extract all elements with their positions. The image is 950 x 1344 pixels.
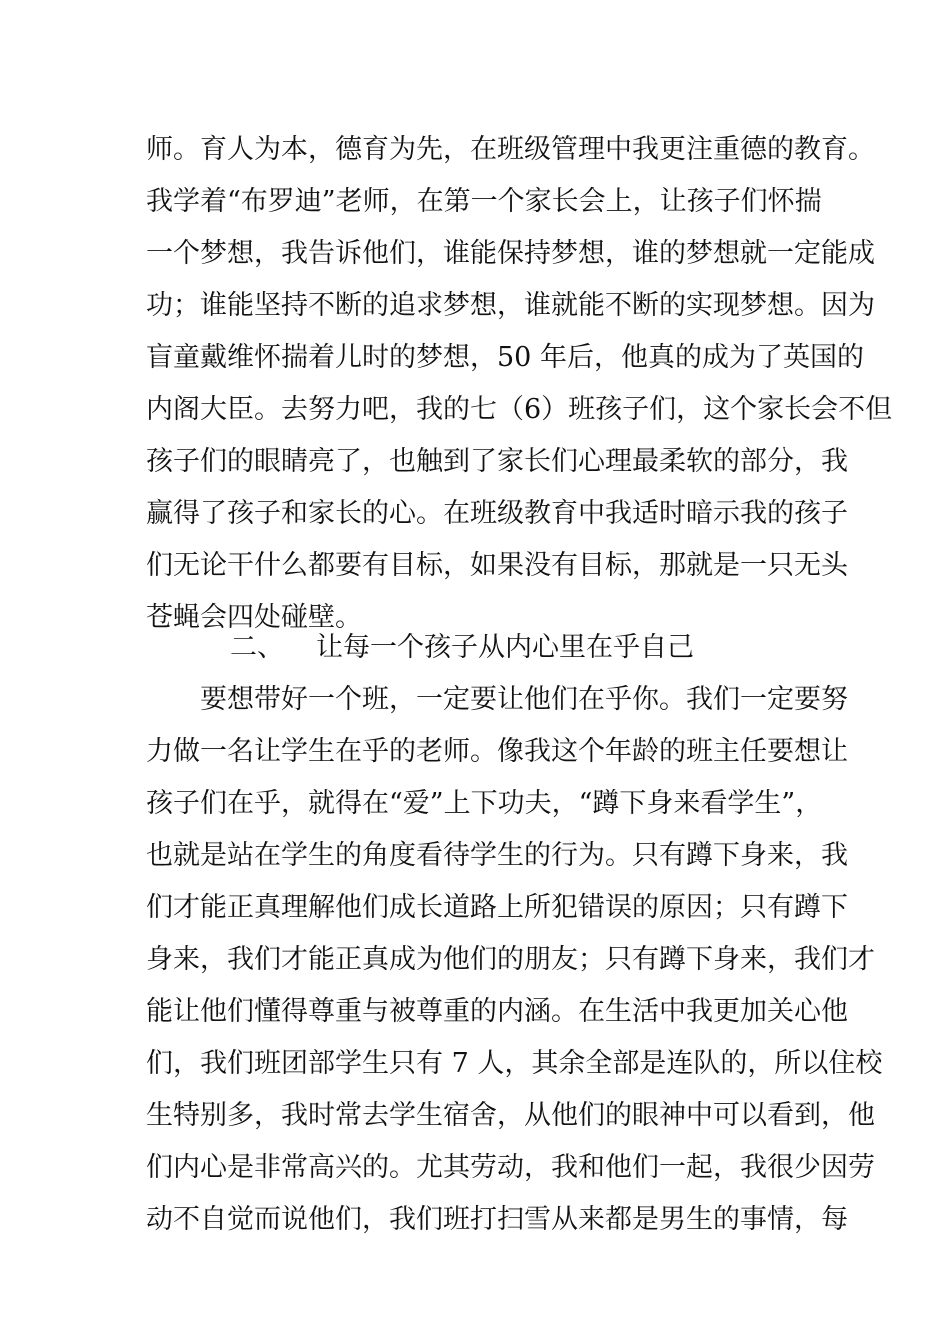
paragraph-line: 们才能正真理解他们成长道路上所犯错误的原因；只有蹲下 <box>146 892 848 923</box>
paragraph-line: 力做一名让学生在乎的老师。像我这个年龄的班主任要想让 <box>146 736 848 767</box>
paragraph-line: 能让他们懂得尊重与被尊重的内涵。在生活中我更加关心他 <box>146 996 848 1027</box>
paragraph-line: 内阁大臣。去努力吧，我的七（6）班孩子们，这个家长会不但 <box>146 394 893 425</box>
paragraph-1 <box>146 124 893 644</box>
paragraph-line: 功；谁能坚持不断的追求梦想，谁就能不断的实现梦想。因为 <box>146 290 875 321</box>
paragraph-line: 们内心是非常高兴的。尤其劳动，我和他们一起，我很少因劳 <box>146 1152 875 1183</box>
paragraph-line: 动不自觉而说他们，我们班打扫雪从来都是男生的事情，每 <box>146 1204 848 1235</box>
paragraph-line: 我学着“布罗迪”老师，在第一个家长会上，让孩子们怀揣 <box>146 186 822 217</box>
section-number: 二、 <box>230 632 284 663</box>
section-title: 让每一个孩子从内心里在乎自己 <box>316 632 694 663</box>
paragraph-line: 赢得了孩子和家长的心。在班级教育中我适时暗示我的孩子 <box>146 498 848 529</box>
paragraph-line: 身来，我们才能正真成为他们的朋友；只有蹲下身来，我们才 <box>146 944 875 975</box>
paragraph-line: 孩子们在乎，就得在“爱”上下功夫，“蹲下身来看学生”， <box>146 788 823 819</box>
paragraph-2 <box>146 674 883 1246</box>
paragraph-line: 也就是站在学生的角度看待学生的行为。只有蹲下身来，我 <box>146 840 848 871</box>
paragraph-line: 师。育人为本，德育为先，在班级管理中我更注重德的教育。 <box>146 134 875 165</box>
section-heading <box>230 622 694 674</box>
paragraph-line: 要想带好一个班，一定要让他们在乎你。我们一定要努 <box>200 684 848 715</box>
paragraph-line: 盲童戴维怀揣着儿时的梦想，50 年后，他真的成为了英国的 <box>146 342 864 373</box>
paragraph-line: 孩子们的眼睛亮了，也触到了家长们心理最柔软的部分，我 <box>146 446 848 477</box>
paragraph-line: 一个梦想，我告诉他们，谁能保持梦想，谁的梦想就一定能成 <box>146 238 875 269</box>
paragraph-line: 苍蝇会四处碰壁。 <box>146 602 362 633</box>
paragraph-line: 生特别多，我时常去学生宿舍，从他们的眼神中可以看到，他 <box>146 1100 875 1131</box>
paragraph-line: 们，我们班团部学生只有 7 人，其余全部是连队的，所以住校 <box>146 1048 883 1079</box>
paragraph-line: 们无论干什么都要有目标，如果没有目标，那就是一只无头 <box>146 550 848 581</box>
